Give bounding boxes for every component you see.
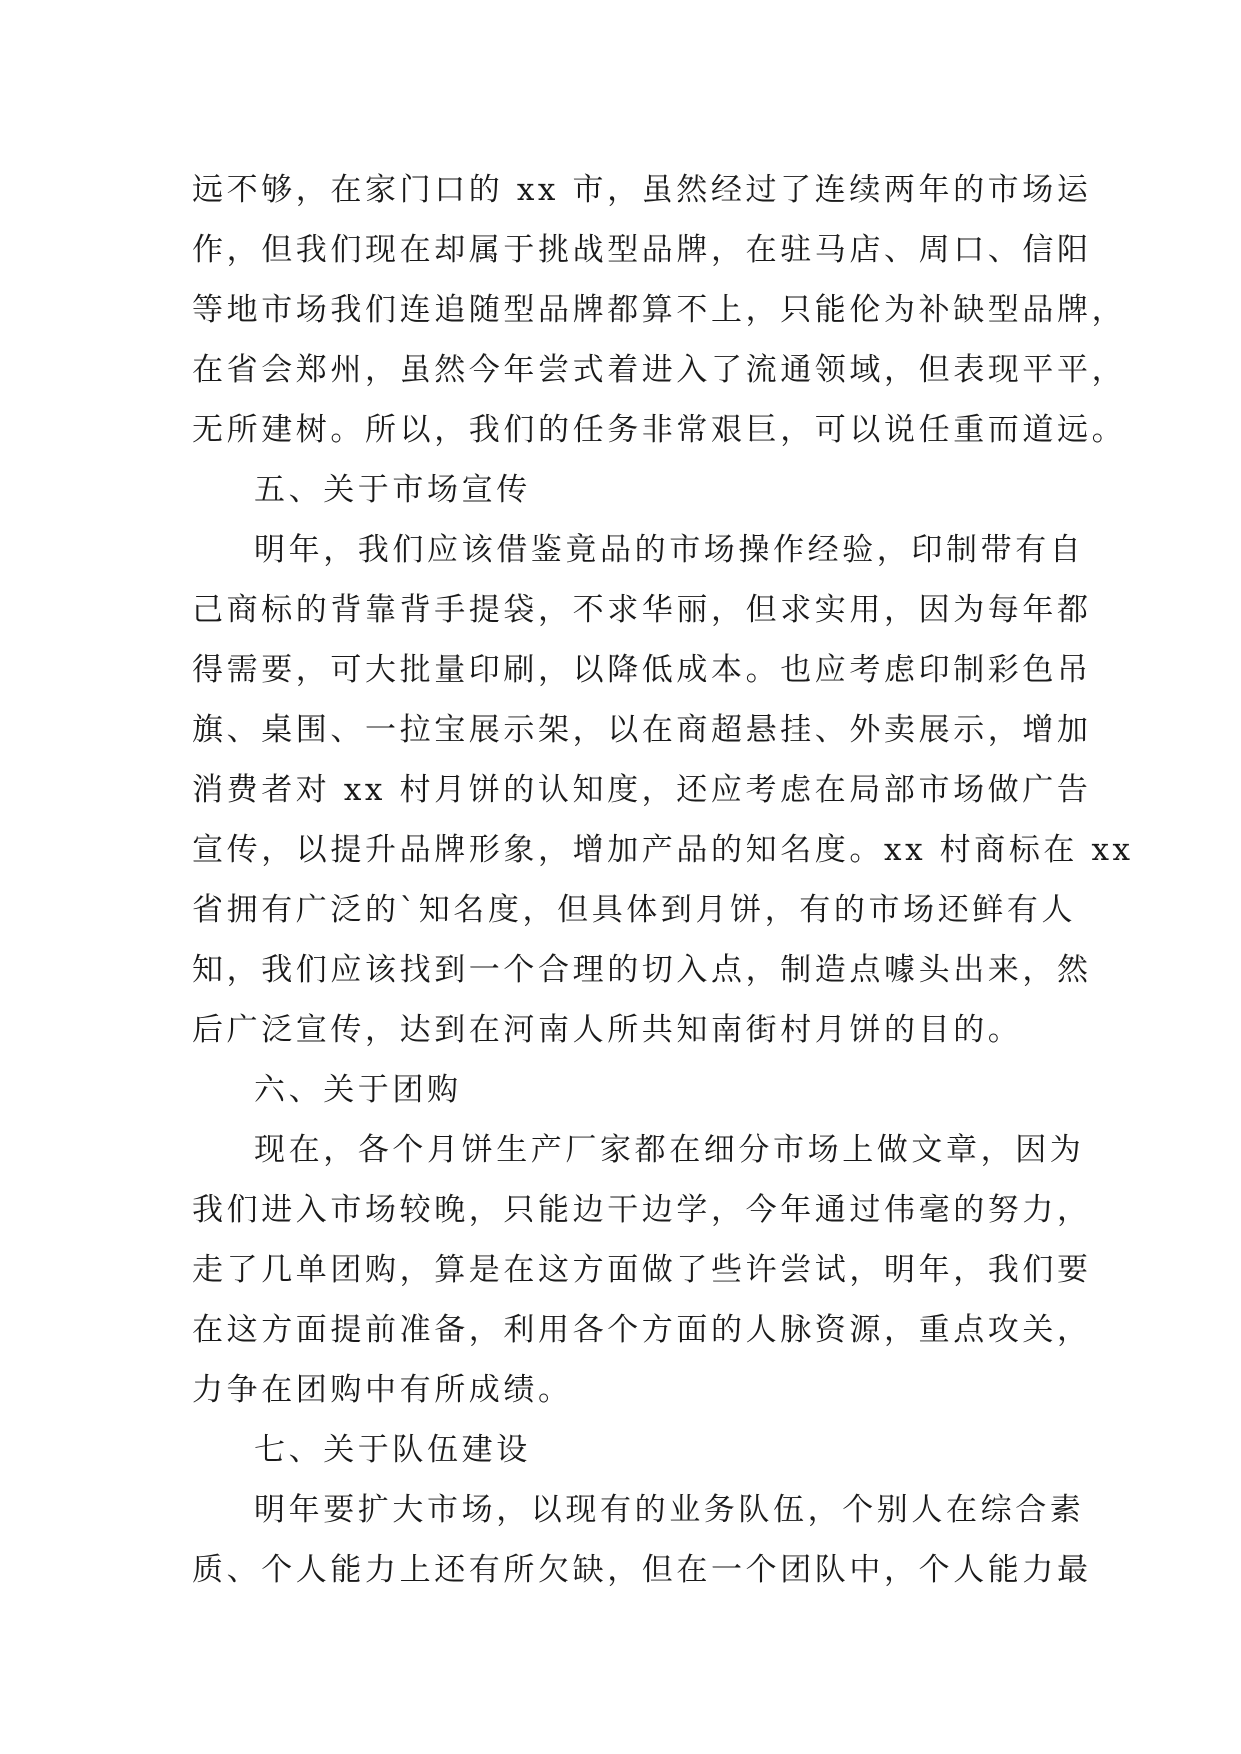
text-line: 在这方面提前准备，利用各个方面的人脉资源，重点攻关， bbox=[192, 1312, 1092, 1348]
text-line: 己商标的背靠背手提袋，不求华丽，但求实用，因为每年都 bbox=[192, 592, 1092, 628]
text-line: 作，但我们现在却属于挑战型品牌，在驻马店、周口、信阳 bbox=[192, 232, 1092, 268]
section-heading-6: 六、关于团购 bbox=[254, 1072, 462, 1108]
text-line: 在省会郑州，虽然今年尝式着进入了流通领域，但表现平平， bbox=[192, 352, 1127, 388]
text-line: 质、个人能力上还有所欠缺，但在一个团队中，个人能力最 bbox=[192, 1552, 1092, 1588]
text-line: 远不够，在家门口的 xx 市，虽然经过了连续两年的市场运 bbox=[192, 172, 1092, 208]
text-line: 得需要，可大批量印刷，以降低成本。也应考虑印制彩色吊 bbox=[192, 652, 1092, 688]
paragraph-start: 明年，我们应该借鉴竟品的市场操作经验，印制带有自 bbox=[254, 532, 1085, 568]
document-body bbox=[192, 160, 1134, 1600]
text-line: 省拥有广泛的`知名度，但具体到月饼，有的市场还鲜有人 bbox=[192, 892, 1077, 928]
paragraph-start: 现在，各个月饼生产厂家都在细分市场上做文章，因为 bbox=[254, 1132, 1085, 1168]
text-line: 知，我们应该找到一个合理的切入点，制造点噱头出来，然 bbox=[192, 952, 1092, 988]
section-heading-7: 七、关于队伍建设 bbox=[254, 1432, 531, 1468]
text-line: 等地市场我们连追随型品牌都算不上，只能伦为补缺型品牌， bbox=[192, 292, 1127, 328]
section-heading-5: 五、关于市场宣传 bbox=[254, 472, 531, 508]
paragraph-start: 明年要扩大市场，以现有的业务队伍，个别人在综合素 bbox=[254, 1492, 1085, 1528]
text-line: 无所建树。所以，我们的任务非常艰巨，可以说任重而道远。 bbox=[192, 412, 1127, 448]
text-line: 力争在团购中有所成绩。 bbox=[192, 1372, 573, 1408]
text-line: 后广泛宣传，达到在河南人所共知南街村月饼的目的。 bbox=[192, 1012, 1023, 1048]
text-line: 宣传，以提升品牌形象，增加产品的知名度。xx 村商标在 xx bbox=[192, 832, 1134, 868]
text-line: 我们进入市场较晚，只能边干边学，今年通过伟毫的努力， bbox=[192, 1192, 1092, 1228]
text-line: 旗、桌围、一拉宝展示架，以在商超悬挂、外卖展示，增加 bbox=[192, 712, 1092, 748]
text-line: 消费者对 xx 村月饼的认知度，还应考虑在局部市场做广告 bbox=[192, 772, 1092, 808]
text-line: 走了几单团购，算是在这方面做了些许尝试，明年，我们要 bbox=[192, 1252, 1092, 1288]
